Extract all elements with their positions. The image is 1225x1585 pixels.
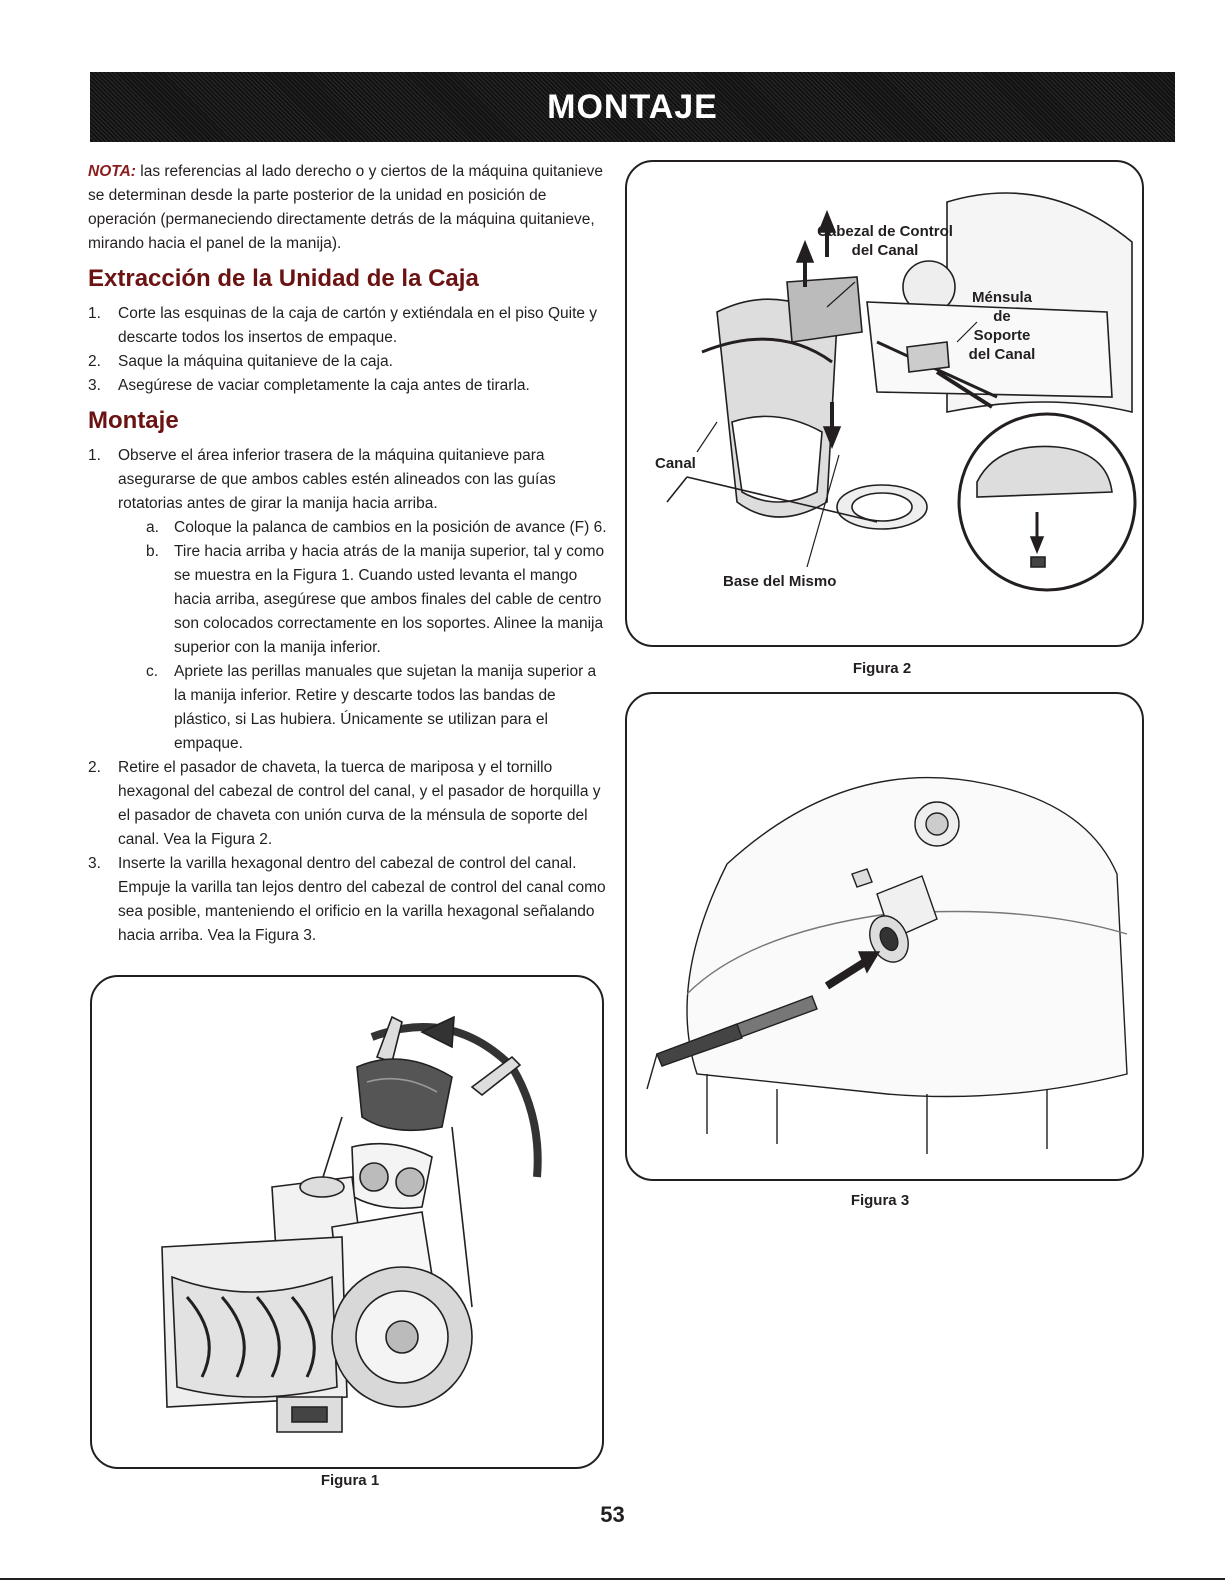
list-item: 2. Retire el pasador de chaveta, la tuerca de mariposa y el tornillo hexagonal del cabezal de control del canal, y el pasador de horquilla y el pasador de chaveta con unión curva de la ménsula de soporte del canal. Vea la Figura 2. [88, 759, 601, 848]
figure-3-hex-rod [625, 692, 1144, 1181]
snowblower-illustration [92, 977, 602, 1467]
label-mensula: Ménsula de Soporte del Canal [968, 289, 1036, 363]
figure-2-caption: Figura 2 [852, 660, 912, 677]
figure-2-chute-assembly [625, 160, 1144, 647]
list-item: 3. Asegúrese de vaciar completamente la caja antes de tirarla. [88, 377, 530, 394]
page-number: 53 [600, 1502, 625, 1527]
label-base: Base del Mismo [723, 573, 837, 590]
note-paragraph [88, 160, 608, 256]
figure-1-caption: Figura 1 [320, 1472, 380, 1489]
sub-list-item: a. Coloque la palanca de cambios en la posición de avance (F) 6. [146, 519, 607, 536]
sub-list-item: b. Tire hacia arriba y hacia atrás de la manija superior, tal y como se muestra en la Figura 1. Cuando usted levanta el mango hacia arriba, asegúrese que ambos finales del cable de centro son colocados correctamente en los soportes. Alinee la manija superior con la manija inferior. [146, 543, 605, 656]
label-canal: Canal [655, 455, 696, 472]
sub-list-item: c. Apriete las perillas manuales que sujetan la manija superior a la manija inferior. Retire y descarte todos las bandas de plástico, si Las hubiera. Únicamente se utilizan para el empaque. [146, 663, 597, 752]
header-banner [90, 72, 1175, 142]
list-item: 3. Inserte la varilla hexagonal dentro del cabezal de control del canal. Empuje la varilla tan lejos dentro del cabezal de control del canal como sea posible, manteniendo el orificio en la varilla hexagonal señalando hacia arriba. Vea la Figura 3. [88, 855, 606, 944]
section-heading-unboxing: Extracción de la Unidad de la Caja [88, 265, 479, 292]
page-bottom-rule [0, 1578, 1225, 1580]
list-item: 2. Saque la máquina quitanieve de la caja. [88, 353, 393, 370]
section-heading-assembly: Montaje [88, 407, 179, 434]
list-item: 1. Corte las esquinas de la caja de cartón y extiéndala en el piso Quite y descarte todos los insertos de empaque. [88, 305, 598, 346]
left-column [88, 160, 608, 948]
hex-rod-illustration [627, 694, 1142, 1179]
figure-1-snowblower [90, 975, 604, 1469]
label-cabezal: Cabezal de Control del Canal [817, 223, 953, 259]
figure-3-caption: Figura 3 [850, 1192, 910, 1209]
note-label: NOTA: [88, 163, 136, 180]
list-item: 1. Observe el área inferior trasera de la máquina quitanieve para asegurarse de que ambos cables estén alineados con las guías rotatorias antes de girar la manija hacia arriba. [88, 447, 556, 512]
page-title: MONTAJE [547, 87, 718, 126]
note-text: las referencias al lado derecho o y ciertos de la máquina quitanieve se determinan desde la parte posterior de la unidad en posición de operación (permaneciendo directamente detrás de la máquina quitanieve, mirando hacia el panel de la manija). [88, 163, 603, 252]
